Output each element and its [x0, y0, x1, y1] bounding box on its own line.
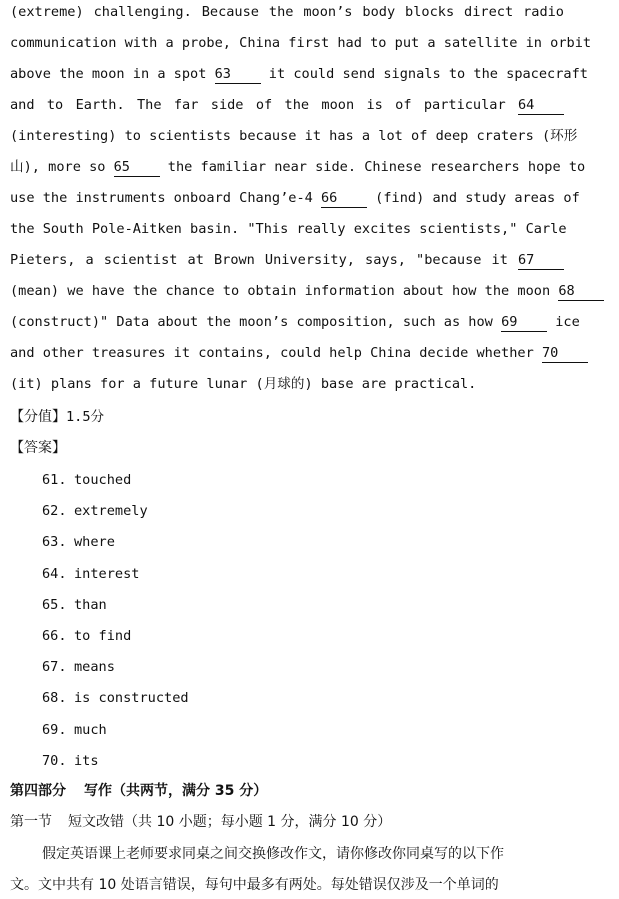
- passage-text: ) base are practical.: [304, 376, 477, 392]
- passage-text: Pieters, a scientist at Brown University, says, "because it: [10, 252, 518, 268]
- answer-text: extremely: [74, 503, 148, 519]
- passage-line: [10, 217, 567, 241]
- passage-line: [10, 279, 575, 303]
- answer-item: [42, 686, 189, 710]
- instruction-line-2: 文。文中共有 10 处语言错误，每句中最多有两处。每处错误仅涉及一个单词的: [10, 877, 499, 893]
- passage-text: and other treasures it contains, could help China decide whether: [10, 345, 542, 361]
- answer-item: [42, 624, 131, 648]
- answer-number: 67.: [42, 659, 67, 675]
- answer-text: much: [74, 722, 107, 738]
- answer-blank: 69: [501, 313, 547, 332]
- passage-line: [10, 31, 592, 55]
- answer-number: 66.: [42, 628, 67, 644]
- answer-text: its: [74, 753, 99, 769]
- answer-number: 62.: [42, 503, 67, 519]
- passage-line: [10, 341, 564, 365]
- part-subtitle: 写作（共两节，满分 35 分）: [84, 783, 268, 799]
- answer-blank: 68: [558, 282, 604, 301]
- answer-item: [42, 499, 148, 523]
- answer-item: [42, 468, 131, 492]
- section-title: 第一节: [10, 814, 52, 830]
- passage-line: [10, 248, 564, 272]
- answer-item: [42, 718, 107, 742]
- passage-line: [10, 155, 586, 179]
- passage-text: (interesting) to scientists because it has a lot of deep craters (: [10, 128, 551, 144]
- instruction-line-1: 假定英语课上老师要求同桌之间交换修改作文，请你修改你同桌写的以下作: [42, 846, 504, 862]
- answer-text: is constructed: [74, 690, 189, 706]
- passage-text: (mean) we have the chance to obtain information about how the moon: [10, 283, 559, 299]
- answer-item: [42, 593, 107, 617]
- part-heading: [10, 779, 267, 803]
- answer-blank: 67: [518, 251, 564, 270]
- score-label: 【分值】: [10, 409, 66, 425]
- answer-text: touched: [74, 472, 132, 488]
- passage-text: it could send signals to the spacecraft: [260, 66, 588, 82]
- answer-blank: 70: [542, 344, 588, 363]
- passage-text: the South Pole-Aitken basin. "This really excites scientists," Carle: [10, 221, 567, 237]
- passage-text: (it) plans for a future lunar (: [10, 376, 264, 392]
- section-heading: [10, 810, 391, 834]
- answer-blank: 65: [114, 158, 160, 177]
- passage-text: above the moon in a spot: [10, 66, 215, 82]
- score-value: 1.5分: [66, 409, 105, 425]
- passage-text: and to Earth. The far side of the moon is of particular: [10, 97, 518, 113]
- answer-number: 65.: [42, 597, 67, 613]
- score-line: [10, 405, 104, 429]
- answer-item: [42, 749, 99, 773]
- chinese-gloss: 山: [10, 159, 24, 175]
- passage-text: (extreme) challenging. Because the moon’s body blocks direct radio: [10, 4, 564, 20]
- answer-number: 70.: [42, 753, 67, 769]
- passage-text: ), more so: [23, 159, 114, 175]
- answer-number: 69.: [42, 722, 67, 738]
- passage-text: (find) and study areas of: [367, 190, 580, 206]
- answer-number: 61.: [42, 472, 67, 488]
- passage-line: [10, 62, 588, 86]
- chinese-gloss: 环形: [550, 128, 578, 144]
- passage-line: [10, 310, 580, 334]
- answer-item: [42, 562, 139, 586]
- answer-number: 63.: [42, 534, 67, 550]
- answer-item: [42, 655, 115, 679]
- answer-item: [42, 530, 115, 554]
- passage-line: [10, 372, 564, 396]
- chinese-gloss: 月球的: [263, 376, 305, 392]
- answer-header: 【答案】: [10, 440, 66, 456]
- answer-blank: 63: [215, 65, 261, 84]
- passage-text: communication with a probe, China first had to put a satellite in orbit: [10, 35, 592, 51]
- answer-blank: 66: [321, 189, 367, 208]
- answer-text: to find: [74, 628, 132, 644]
- answer-blank: 64: [518, 96, 564, 115]
- passage-line: [10, 0, 564, 24]
- answer-text: means: [74, 659, 115, 675]
- passage-line: [10, 124, 578, 148]
- section-subtitle: 短文改错（共 10 小题；每小题 1 分，满分 10 分）: [68, 814, 392, 830]
- passage-line: [10, 93, 564, 117]
- passage-text: ice: [547, 314, 580, 330]
- passage-text: use the instruments onboard Chang’e-4: [10, 190, 321, 206]
- passage-text: (construct)" Data about the moon’s composition, such as how: [10, 314, 502, 330]
- answer-text: interest: [74, 566, 140, 582]
- answer-number: 68.: [42, 690, 67, 706]
- answer-number: 64.: [42, 566, 67, 582]
- passage-text: the familiar near side. Chinese researchers hope to: [159, 159, 586, 175]
- answer-text: where: [74, 534, 115, 550]
- passage-line: [10, 186, 580, 210]
- part-title: 第四部分: [10, 783, 66, 799]
- answer-text: than: [74, 597, 107, 613]
